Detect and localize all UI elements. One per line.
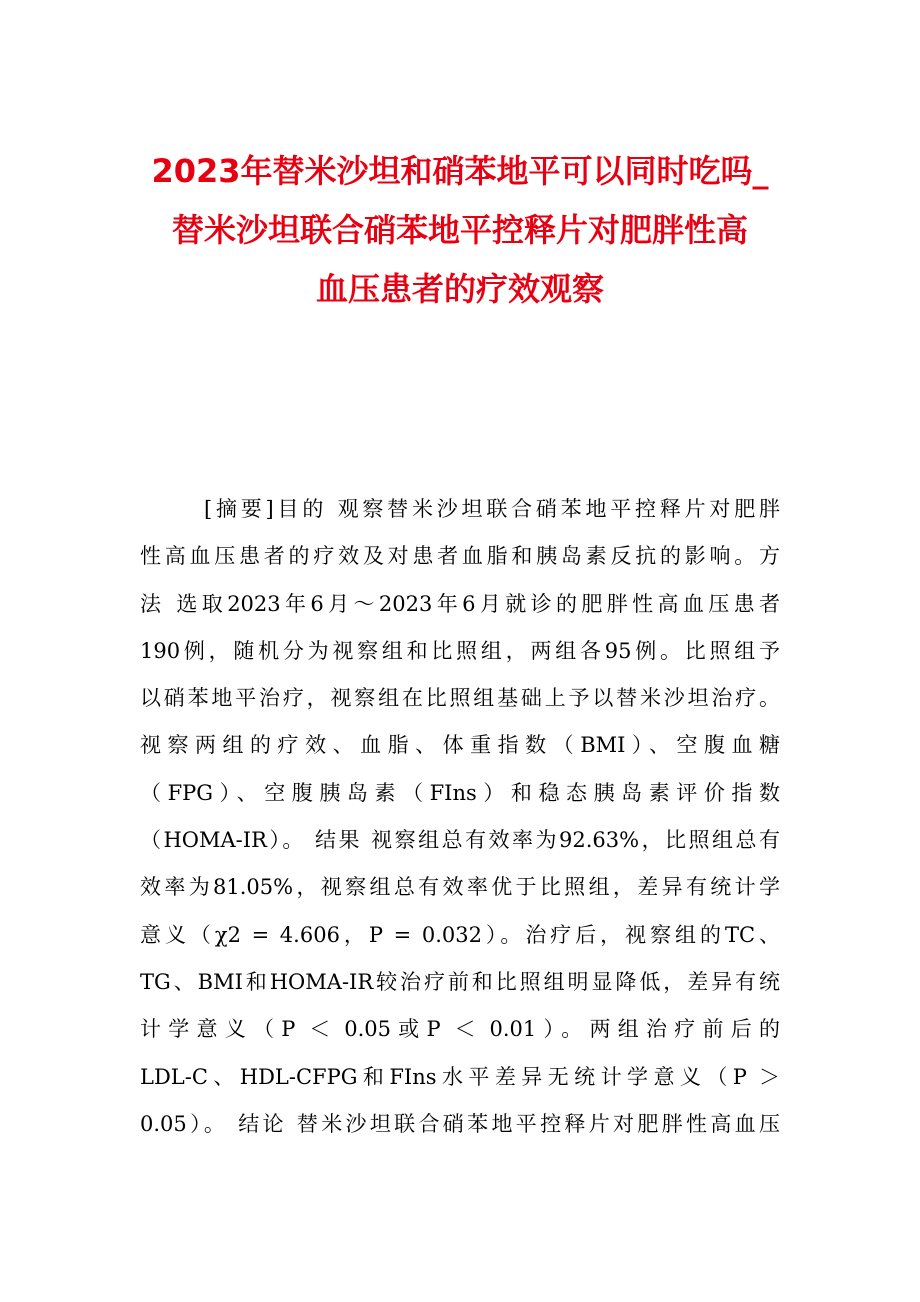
- document-title: [140, 142, 780, 319]
- abstract-line: 以硝苯地平治疗，视察组在比照组基础上予以替米沙坦治疗。: [140, 686, 780, 711]
- abstract-line: 性高血压患者的疗效及对患者血脂和胰岛素反抗的影响。方: [140, 544, 780, 569]
- title-line: 2023年替米沙坦和硝苯地平可以同时吃吗_: [151, 152, 769, 190]
- title-line: 血压患者的疗效观察: [315, 270, 604, 308]
- abstract-line: LDL-C、HDL-CFPG和FIns水平差异无统计学意义（P ＞: [140, 1064, 780, 1089]
- abstract-line: 效率为81.05%，视察组总有效率优于比照组，差异有统计学: [140, 875, 780, 900]
- abstract-line: （FPG）、空腹胰岛素（FIns）和稳态胰岛素评价指数: [140, 780, 780, 805]
- title-line: 替米沙坦联合硝苯地平控释片对肥胖性高: [171, 211, 748, 249]
- abstract-line: TG、BMI和HOMA-IR较治疗前和比照组明显降低，差异有统: [140, 969, 780, 994]
- abstract-line: 意义（χ2 = 4.606，P = 0.032）。治疗后，视察组的TC、: [140, 922, 780, 947]
- abstract-line: 0.05）。 结论 替米沙坦联合硝苯地平控释片对肥胖性高血压: [140, 1111, 780, 1136]
- abstract-line: [摘要]目的 观察替米沙坦联合硝苯地平控释片对肥胖: [204, 497, 780, 521]
- abstract-line: （HOMA-IR）。 结果 视察组总有效率为92.63%，比照组总有: [140, 828, 780, 853]
- abstract-line: 190例，随机分为视察组和比照组，两组各95例。比照组予: [140, 638, 780, 663]
- abstract-line: 法 选取2023年6月～2023年6月就诊的肥胖性高血压患者: [140, 591, 780, 616]
- abstract-line: 计学意义（P ＜ 0.05或P ＜ 0.01）。两组治疗前后的: [140, 1017, 780, 1042]
- abstract-paragraph: [140, 486, 780, 1148]
- abstract-line: 视察两组的疗效、血脂、体重指数（BMI）、空腹血糖: [140, 733, 780, 758]
